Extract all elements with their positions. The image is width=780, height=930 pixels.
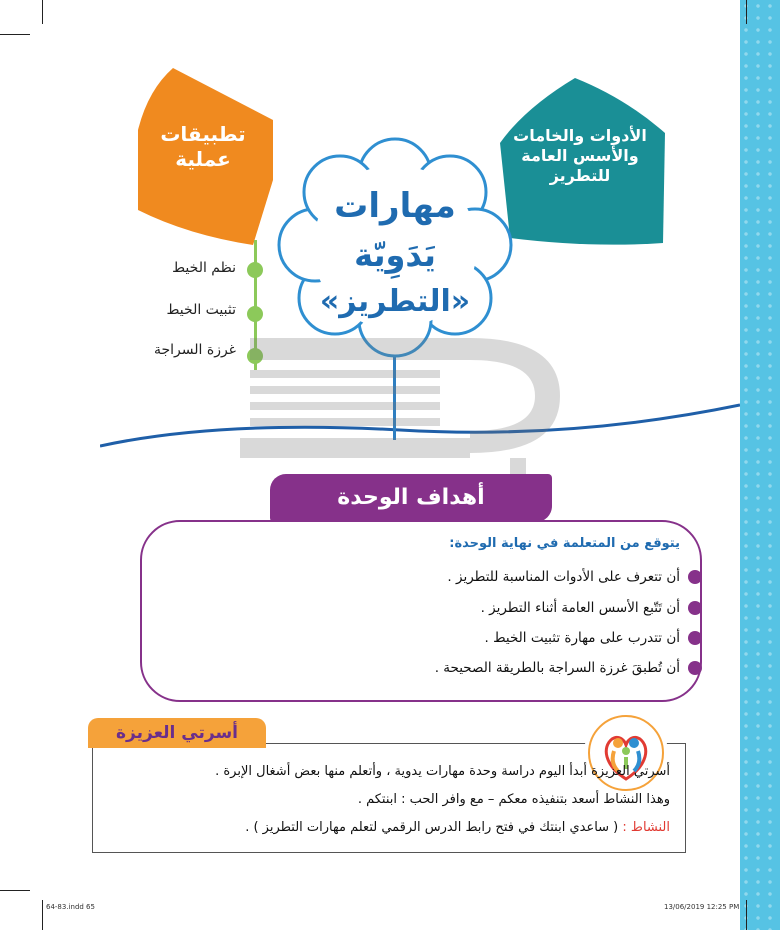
- goal-text: أن تَتّبع الأسس العامة أثناء التطريز .: [480, 600, 680, 616]
- step-label: غرزة السراجة: [153, 342, 236, 358]
- footer-date: 13/06/2019 12:25 PM: [664, 903, 740, 911]
- step-label: تثبيت الخيط: [166, 302, 236, 318]
- teal-fan-label: الأدوات والخامات والأسس العامة للتطريز: [513, 126, 647, 185]
- crop-mark: [42, 900, 43, 930]
- family-activity: [245, 820, 670, 835]
- goal-item: [435, 657, 680, 681]
- family-title: أسرتي العزيزة: [88, 718, 266, 748]
- flower-title-line1: مهارات: [334, 186, 456, 226]
- goal-text: أن تُطبقَ غرزة السراجة بالطريقة الصحيحة .: [434, 660, 680, 676]
- crop-mark: [42, 0, 43, 24]
- goal-bullet: [688, 601, 702, 615]
- flower-title-line3: «التطريز»: [319, 284, 471, 319]
- family-activity-text: ( ساعدي ابنتك في فتح رابط الدرس الرقمي لتعلم مهارات التطريز ) .: [245, 820, 619, 835]
- flower-title-line2: يَدَوِيّة: [354, 236, 436, 274]
- orange-fan-label: تطبيقات عملية: [160, 122, 246, 171]
- goal-bullet: [688, 570, 702, 584]
- footer-file: 64-83.indd 65: [46, 903, 95, 911]
- decorative-side-strip: [740, 0, 780, 930]
- goal-bullet: [688, 631, 702, 645]
- goal-text: أن تتعرف على الأدوات المناسبة للتطريز .: [447, 569, 680, 585]
- family-logo: [588, 715, 664, 791]
- step-bullet: [247, 262, 263, 278]
- crop-mark: [746, 900, 747, 930]
- goal-text: أن تتدرب على مهارة تثبيت الخيط .: [484, 630, 680, 646]
- step-bullet: [247, 306, 263, 322]
- goals-intro: يتوقع من المتعلمة في نهاية الوحدة:: [449, 536, 680, 551]
- goal-item: [485, 627, 681, 651]
- crop-mark: [746, 0, 747, 24]
- goal-item: [481, 597, 680, 621]
- goal-item: [447, 566, 680, 590]
- family-line-1: أسرتي العزيزة أبدأ اليوم دراسة وحدة مهارات يدوية ، وأتعلم منها بعض أشغال الإبرة .: [215, 764, 670, 779]
- crop-mark: [0, 34, 30, 35]
- family-line-2: وهذا النشاط أسعد بتنفيذه معكم – مع وافر الحب : ابنتكم .: [357, 792, 670, 807]
- family-activity-label: النشاط :: [622, 820, 670, 835]
- goal-bullet: [688, 661, 702, 675]
- crop-mark: [0, 890, 30, 891]
- goals-title: أهداف الوحدة: [270, 474, 552, 522]
- step-label: نظم الخيط: [172, 260, 236, 276]
